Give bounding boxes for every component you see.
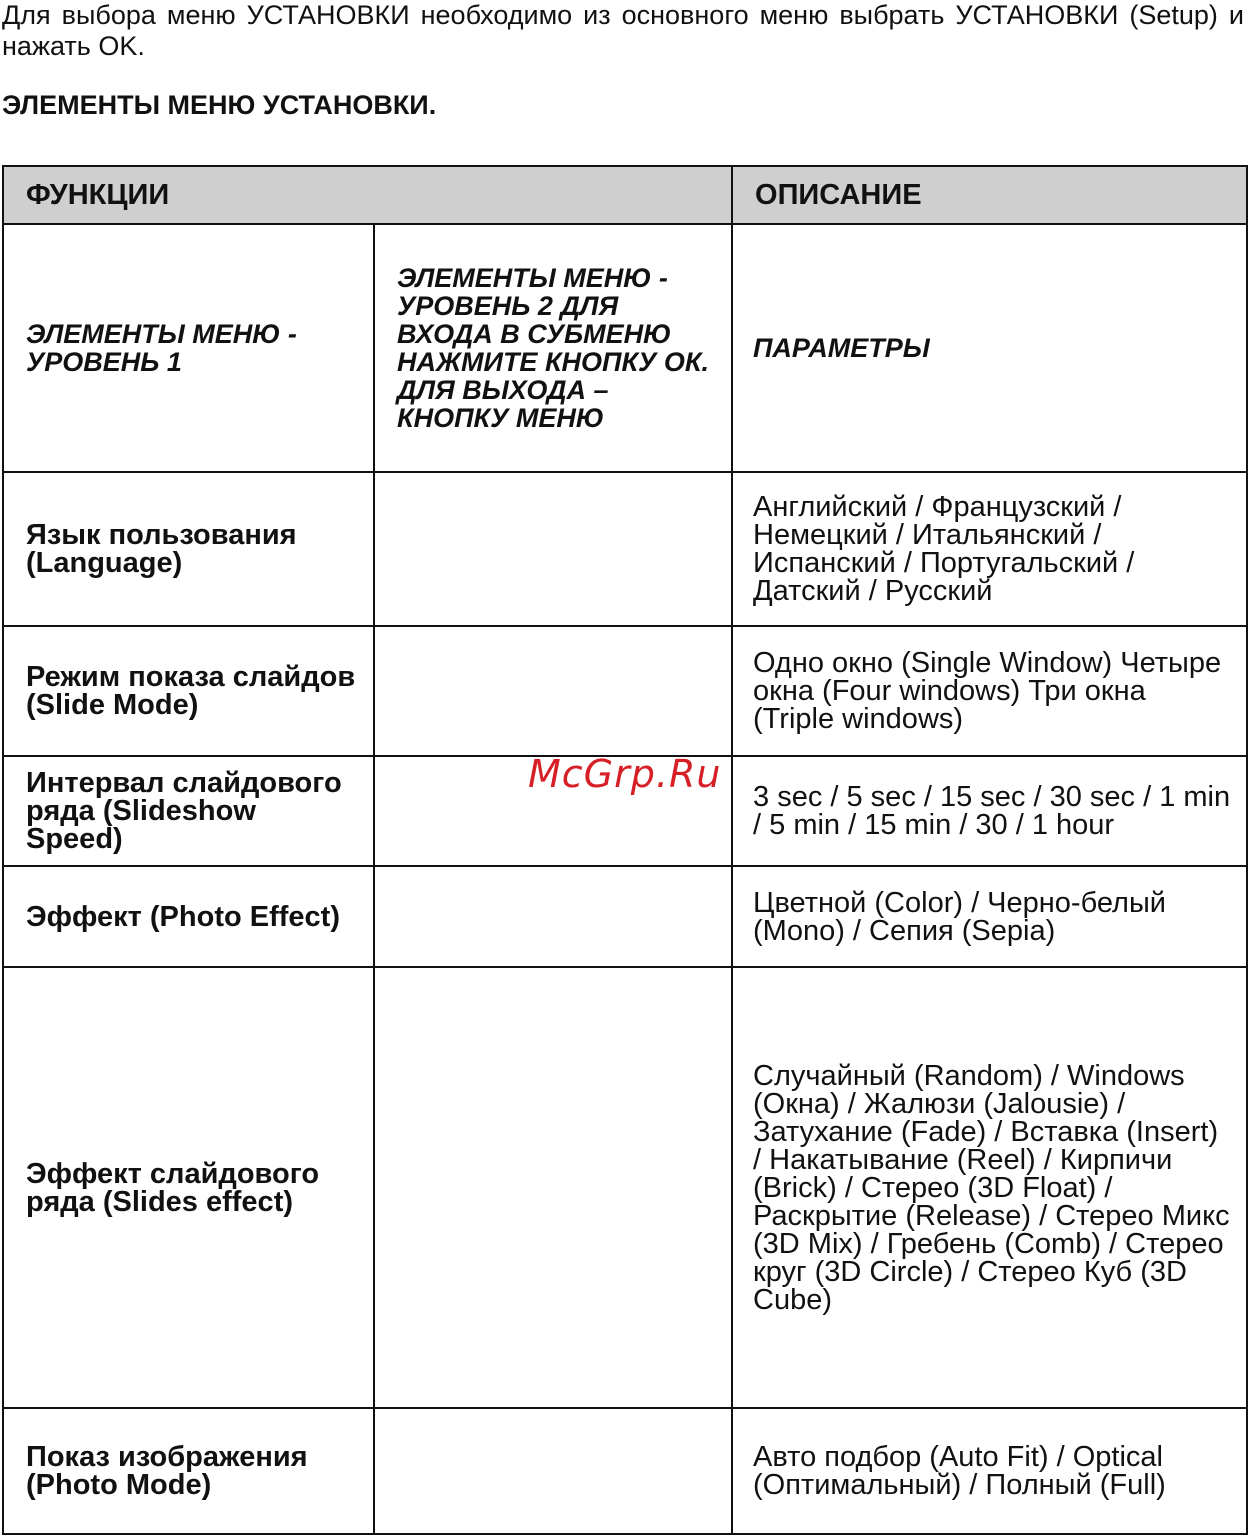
header-description: ОПИСАНИЕ — [732, 166, 1247, 224]
level2-cell — [374, 967, 732, 1408]
level2-cell — [374, 866, 732, 967]
section-heading: ЭЛЕМЕНТЫ МЕНЮ УСТАНОВКИ. — [2, 90, 437, 120]
header-functions: ФУНКЦИИ — [3, 166, 732, 224]
subheader-params: ПАРАМЕТРЫ — [732, 224, 1247, 472]
table-row — [3, 967, 1247, 1408]
function-cell: Интервал слайдового ряда (Slideshow Speed) — [3, 756, 374, 866]
description-cell: 3 sec / 5 sec / 15 sec / 30 sec / 1 min / 5 min / 15 min / 30 / 1 hour — [732, 756, 1247, 866]
function-cell: Эффект слайдового ряда (Slides effect) — [3, 967, 374, 1408]
subheader-level1: ЭЛЕМЕНТЫ МЕНЮ - УРОВЕНЬ 1 — [3, 224, 374, 472]
function-cell: Язык пользования (Language) — [3, 472, 374, 626]
setup-menu-table — [2, 165, 1248, 1535]
description-cell: Авто подбор (Auto Fit) / Optical (Оптимальный) / Полный (Full) — [732, 1408, 1247, 1534]
function-cell: Эффект (Photo Effect) — [3, 866, 374, 967]
description-cell: Случайный (Random) / Windows (Окна) / Жалюзи (Jalousie) / Затухание (Fade) / Вставка (Insert) / Накатывание (Reel) / Кирпичи (Brick) / Стерео (3D Float) / Раскрытие (Release) / Стерео Микс (3D Mix) / Гребень (Comb) / Стерео круг (3D Circle) / Стерео Куб (3D Cube) — [732, 967, 1247, 1408]
table-row — [3, 866, 1247, 967]
function-cell: Режим показа слайдов (Slide Mode) — [3, 626, 374, 756]
table-header-row — [3, 166, 1247, 224]
table-row — [3, 472, 1247, 626]
table-subheader-row — [3, 224, 1247, 472]
function-cell: Показ изображения (Photo Mode) — [3, 1408, 374, 1534]
subheader-level2: ЭЛЕМЕНТЫ МЕНЮ - УРОВЕНЬ 2 ДЛЯ ВХОДА В СУБМЕНЮ НАЖМИТЕ КНОПКУ ОК. ДЛЯ ВЫХОДА – КНОПКУ МЕНЮ — [374, 224, 732, 472]
description-cell: Одно окно (Single Window) Четыре окна (Four windows) Три окна (Triple windows) — [732, 626, 1247, 756]
level2-cell — [374, 626, 732, 756]
table-row — [3, 626, 1247, 756]
level2-cell — [374, 472, 732, 626]
intro-paragraph: Для выбора меню УСТАНОВКИ необходимо из основного меню выбрать УСТАНОВКИ (Setup) и нажать OK. — [2, 0, 1244, 61]
watermark: McGrp.Ru — [528, 752, 722, 796]
level2-cell — [374, 1408, 732, 1534]
table-row — [3, 1408, 1247, 1534]
description-cell: Английский / Французский / Немецкий / Итальянский / Испанский / Португальский / Датский / Русский — [732, 472, 1247, 626]
description-cell: Цветной (Color) / Черно-белый (Mono) / Сепия (Sepia) — [732, 866, 1247, 967]
